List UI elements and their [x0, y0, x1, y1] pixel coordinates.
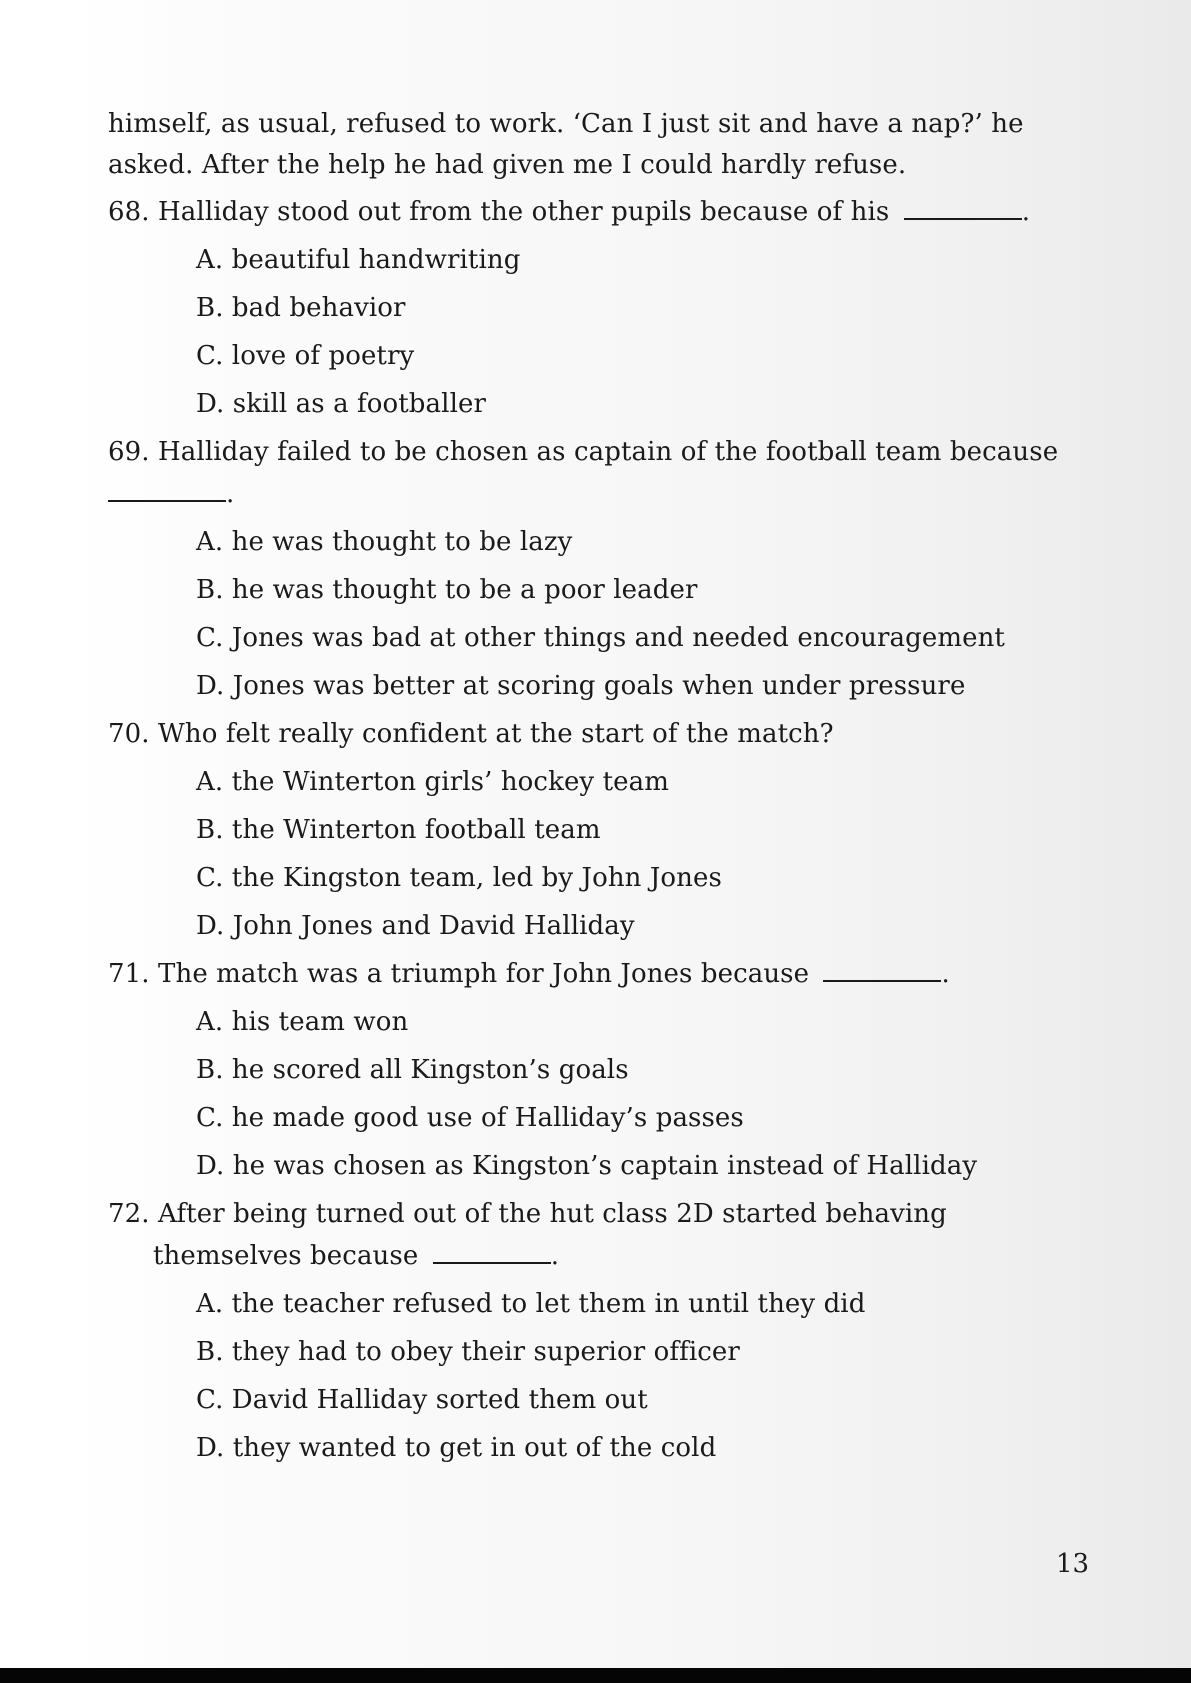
- answer-blank: [823, 958, 941, 982]
- option-68-a: A. beautiful handwriting: [196, 245, 521, 275]
- option-69-d: D. Jones was better at scoring goals when under pressure: [196, 671, 966, 701]
- option-70-b: B. the Winterton football team: [196, 815, 601, 845]
- intro-line-1: himself, as usual, refused to work. ‘Can I just sit and have a nap?’ he: [108, 109, 1024, 139]
- question-stem: Halliday failed to be chosen as captain of the football team because: [158, 437, 1059, 467]
- question-69-blank-line: [108, 478, 234, 510]
- question-stem: Who felt really confident at the start of the match?: [158, 719, 834, 749]
- option-71-d: D. he was chosen as Kingston’s captain instead of Halliday: [196, 1151, 978, 1181]
- question-69: [108, 436, 1058, 468]
- option-71-a: A. his team won: [196, 1007, 409, 1037]
- blank-period: .: [550, 1241, 560, 1271]
- option-70-c: C. the Kingston team, led by John Jones: [196, 863, 722, 893]
- option-71-c: C. he made good use of Halliday’s passes: [196, 1103, 744, 1133]
- blank-period: .: [226, 479, 235, 509]
- option-72-a: A. the teacher refused to let them in until they did: [196, 1289, 866, 1319]
- blank-period: .: [941, 959, 950, 989]
- option-69-a: A. he was thought to be lazy: [196, 527, 573, 557]
- question-stem: After being turned out of the hut class 2D started behaving: [158, 1199, 947, 1229]
- option-70-d: D. John Jones and David Halliday: [196, 911, 635, 941]
- page-number: 13: [1056, 1549, 1090, 1579]
- question-stem-continued: themselves because: [153, 1241, 419, 1271]
- question-number: 72.: [108, 1199, 150, 1229]
- question-72-continuation: [153, 1240, 559, 1272]
- question-stem: The match was a triumph for John Jones because: [158, 959, 810, 989]
- option-72-c: C. David Halliday sorted them out: [196, 1385, 648, 1415]
- answer-blank: [433, 1240, 551, 1264]
- question-70: [108, 718, 834, 750]
- question-stem: Halliday stood out from the other pupils because of his: [158, 197, 890, 227]
- answer-blank: [108, 478, 226, 502]
- intro-line-2: asked. After the help he had given me I could hardly refuse.: [108, 150, 907, 180]
- question-72: [108, 1198, 947, 1230]
- question-71: [108, 958, 950, 990]
- question-number: 68.: [108, 197, 150, 227]
- blank-period: .: [1021, 197, 1031, 227]
- option-71-b: B. he scored all Kingston’s goals: [196, 1055, 629, 1085]
- question-number: 69.: [108, 437, 150, 467]
- option-69-b: B. he was thought to be a poor leader: [196, 575, 698, 605]
- question-number: 71.: [108, 959, 150, 989]
- option-68-d: D. skill as a footballer: [196, 389, 486, 419]
- option-72-d: D. they wanted to get in out of the cold: [196, 1433, 717, 1463]
- answer-blank: [904, 196, 1022, 220]
- option-72-b: B. they had to obey their superior officer: [196, 1337, 740, 1367]
- option-68-c: C. love of poetry: [196, 341, 415, 371]
- page-margin: [0, 0, 80, 1683]
- question-68: [108, 196, 1030, 228]
- question-number: 70.: [108, 719, 150, 749]
- option-70-a: A. the Winterton girls’ hockey team: [196, 767, 669, 797]
- scan-edge-bar: [0, 1668, 1191, 1683]
- option-68-b: B. bad behavior: [196, 293, 406, 323]
- option-69-c: C. Jones was bad at other things and needed encouragement: [196, 623, 1005, 653]
